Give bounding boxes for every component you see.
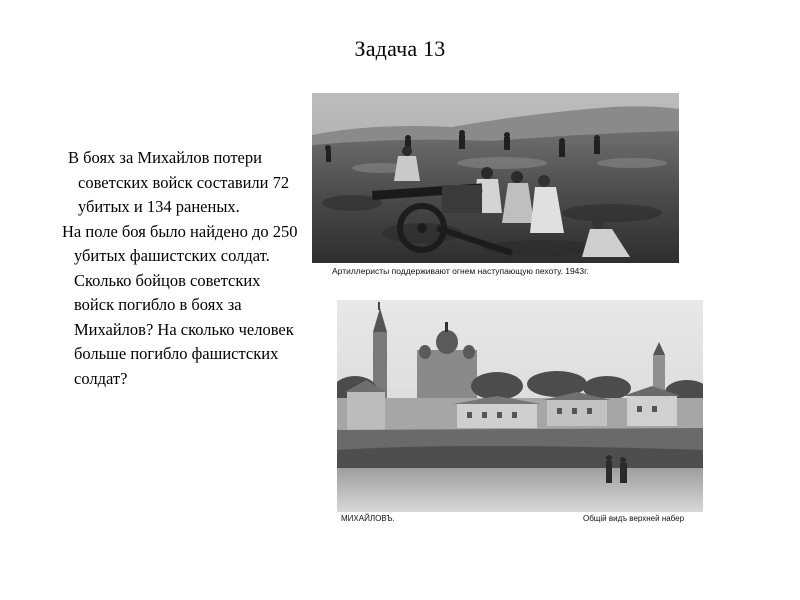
postcard-caption-right: Общiй видъ верхней набер [583, 514, 685, 523]
mikhailov-postcard-image [337, 300, 703, 530]
mikhailov-postcard [337, 300, 703, 530]
postcard-caption-left: МИХАЙЛОВЪ. [341, 514, 395, 523]
artillery-photo-image [312, 93, 679, 283]
artillery-photo [312, 93, 679, 283]
problem-text [62, 146, 300, 391]
artillery-photo-caption: Артиллеристы поддерживают огнем наступающую пехоту. 1943г. [332, 266, 589, 276]
slide-title: Задача 13 [354, 36, 446, 61]
problem-paragraph-1: В боях за Михайлов потери советских войск составили 72 убитых и 134 раненых. [68, 148, 290, 216]
problem-paragraph-2: На поле боя было найдено до 250 убитых фашистских солдат. Сколько бойцов советских войск погибло в боях за Михайлов? На сколько человек больше погибло фашистских солдат? [62, 221, 298, 388]
